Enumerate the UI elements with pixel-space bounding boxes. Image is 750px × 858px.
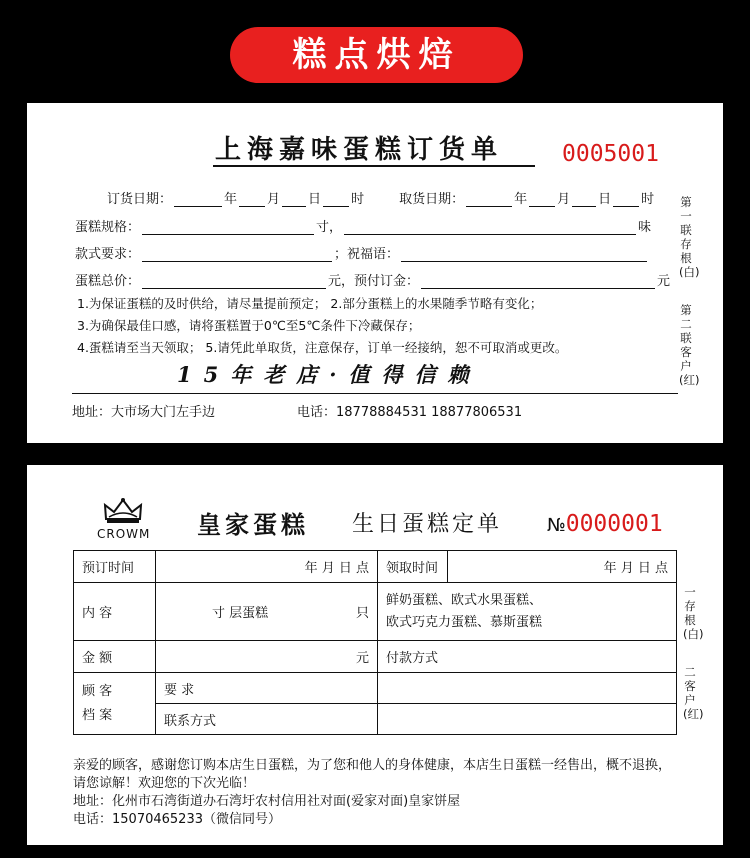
hour-label: 时 (641, 192, 655, 207)
pickup-month-field[interactable] (529, 193, 555, 207)
style-field[interactable] (142, 248, 332, 262)
flavor-field[interactable] (344, 221, 636, 235)
copy-label-store: 一存根(白) (683, 585, 704, 641)
content-option-line: 欧式巧克力蛋糕、慕斯蛋糕 (386, 614, 543, 630)
divider (72, 393, 678, 394)
pickup-time-field[interactable]: 年 月 日 点 (448, 551, 677, 583)
order-year-field[interactable] (174, 193, 222, 207)
blessing-field[interactable] (401, 248, 647, 262)
customer-notice (73, 757, 683, 829)
pickup-hour-field[interactable] (613, 193, 639, 207)
order-time-label: 预订时间 (74, 551, 156, 583)
title-underline (213, 165, 535, 167)
inch-label: 寸， (316, 220, 343, 235)
copy-label-customer: 二客户(红) (683, 665, 704, 721)
month-label: 月 (557, 192, 571, 207)
content-options (378, 583, 677, 641)
payment-label: 付款方式 (386, 651, 439, 666)
year-label: 年 (224, 192, 238, 207)
deposit-field[interactable] (421, 275, 655, 289)
form-title: 上海嘉味蛋糕订货单 (215, 135, 504, 165)
brand-chinese: 皇家蛋糕 (197, 510, 309, 539)
order-form-1 (27, 103, 723, 443)
order-hour-field[interactable] (323, 193, 349, 207)
shop-phone: 电话：15070465233（微信同号） (73, 812, 281, 827)
pickup-day-field[interactable] (572, 193, 596, 207)
total-field[interactable] (142, 275, 326, 289)
deposit-label: 元，预付订金： (328, 274, 420, 289)
number-sign: № (547, 515, 566, 536)
shop-address: 地址：化州市石湾街道办石湾圩农村信用社对面(爱家对面)皇家饼屋 (73, 794, 461, 809)
customer-label-line: 档 案 (82, 707, 113, 723)
notice-text: 亲爱的顾客，感谢您订购本店生日蛋糕，为了您和他人的身体健康，本店生日蛋糕一经售出，概不退换，请您谅解！欢迎您的下次光临！ (73, 758, 672, 791)
blessing-label: ；祝福语： (334, 247, 400, 262)
banner-title: 糕点烘焙 (230, 27, 523, 83)
slogan: 15年老店·值得信赖 (177, 362, 481, 387)
contact-field[interactable] (378, 704, 677, 735)
spec-row (75, 216, 651, 235)
content-field[interactable] (156, 583, 378, 641)
amount-field[interactable]: 元 (156, 641, 378, 673)
shop-address: 地址：大市场大门左手边 (72, 405, 216, 420)
rule-line: 1.为保证蛋糕的及时供给，请尽量提前预定； 2.部分蛋糕上的水果随季节略有变化； (77, 296, 543, 311)
hour-label: 时 (351, 192, 365, 207)
shop-phone: 电话：18778884531 18877806531 (297, 405, 523, 420)
pickup-year-field[interactable] (466, 193, 512, 207)
request-label: 要 求 (156, 673, 378, 704)
day-label: 日 (308, 192, 322, 207)
date-row (107, 188, 654, 207)
contact-label: 联系方式 (156, 704, 378, 735)
amount-label: 金 额 (74, 641, 156, 673)
flavor-label: 味 (638, 220, 652, 235)
content-unit-zhi: 只 (355, 606, 369, 621)
year-label: 年 (514, 192, 528, 207)
form-title: 生日蛋糕定单 (352, 512, 503, 537)
style-label: 款式要求： (75, 247, 141, 262)
copy-label-store: 第一联存根(白) (679, 195, 700, 279)
price-row (75, 270, 670, 289)
payment-field[interactable] (378, 641, 677, 673)
month-label: 月 (267, 192, 281, 207)
style-row (75, 243, 649, 262)
serial-value: 0000001 (565, 511, 663, 537)
order-date-label: 订货日期： (107, 192, 173, 207)
order-form-2 (27, 465, 723, 845)
pickup-time-label: 领取时间 (378, 551, 448, 583)
total-label: 蛋糕总价： (75, 274, 141, 289)
order-day-field[interactable] (282, 193, 306, 207)
content-label: 内 容 (74, 583, 156, 641)
order-table (73, 550, 677, 735)
spec-label: 蛋糕规格： (75, 220, 141, 235)
content-units: 寸 层蛋糕 (212, 606, 269, 621)
spec-field[interactable] (142, 221, 314, 235)
day-label: 日 (598, 192, 612, 207)
rule-line: 3.为确保最佳口感，请将蛋糕置于0℃至5℃条件下冷藏保存； (77, 318, 421, 333)
serial-number (547, 511, 663, 537)
order-month-field[interactable] (239, 193, 265, 207)
order-time-field[interactable]: 年 月 日 点 (156, 551, 378, 583)
serial-number: 0005001 (562, 141, 659, 167)
customer-record-label (74, 673, 156, 735)
request-field[interactable] (378, 673, 677, 704)
rules-list (77, 293, 567, 359)
rule-line: 4.蛋糕请至当天领取； 5.请凭此单取货，注意保存，订单一经接纳，恕不可取消或更改。 (77, 340, 568, 355)
customer-label-line: 顾 客 (82, 683, 113, 699)
crown-logo-icon (103, 497, 143, 525)
pickup-date-label: 取货日期： (399, 192, 465, 207)
copy-label-customer: 第二联客户(红) (679, 303, 700, 387)
yuan-label: 元 (657, 274, 671, 289)
content-option-line: 鲜奶蛋糕、欧式水果蛋糕、 (386, 592, 543, 608)
brand-english: CROWM (97, 527, 151, 541)
